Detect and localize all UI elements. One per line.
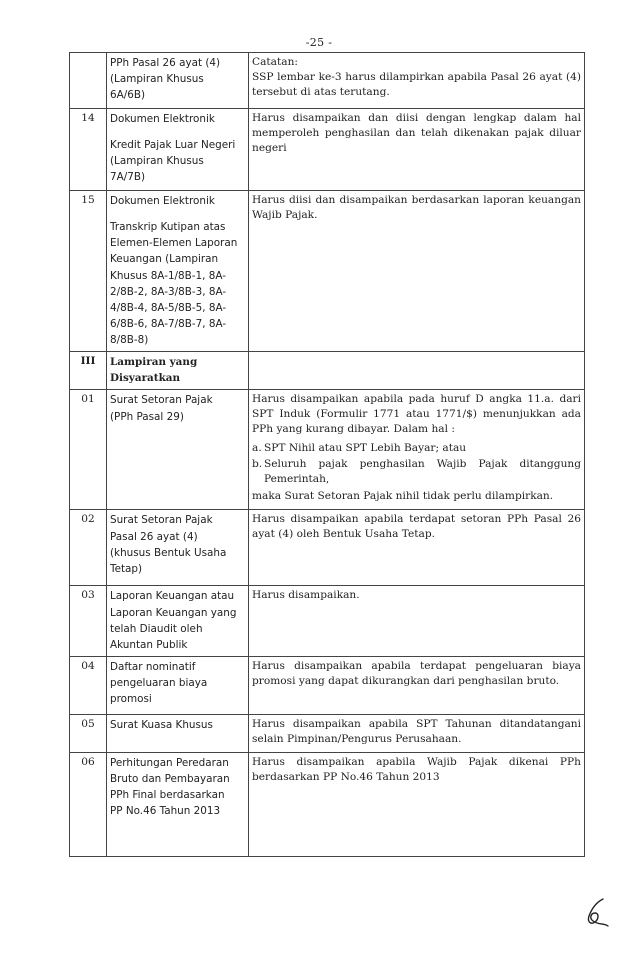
condition-list [252, 441, 581, 486]
attachment-name: Surat Setoran Pajak (PPh Pasal 29) [107, 390, 249, 510]
section-header-row [70, 352, 585, 390]
attachment-requirement: Harus diisi dan disampaikan berdasarkan laporan keuangan Wajib Pajak. [249, 191, 585, 352]
section-title: Lampiran yang Disyaratkan [107, 352, 249, 390]
attachment-requirement: Harus disampaikan apabila pada huruf D angka 11.a. dari SPT Induk (Formulir 1771 atau 1771/$) menunjukkan ada PPh yang kurang dibayar. Dalam hal : a. SPT Nihil atau SPT Lebih Bayar; atau b. Seluruh pajak penghasilan Wajib Pajak ditanggung Pemerintah, maka Surat Setoran Pajak nihil tidak perlu dilampirkan. [249, 390, 585, 510]
paraf-signature [583, 896, 611, 928]
table-row [70, 656, 585, 714]
attachment-requirement: Harus disampaikan apabila Wajib Pajak dikenai PPh berdasarkan PP No.46 Tahun 2013 [249, 752, 585, 856]
attachment-name: Surat Setoran Pajak Pasal 26 ayat (4) (khusus Bentuk Usaha Tetap) [107, 510, 249, 586]
attachment-requirement: Harus disampaikan apabila SPT Tahunan ditandatangani selain Pimpinan/Pengurus Perusahaan. [249, 714, 585, 752]
table-row [70, 390, 585, 510]
page-number: -25 - [305, 36, 333, 49]
section-empty-cell [249, 352, 585, 390]
row-number: 01 [70, 390, 107, 510]
attachment-requirements-table [69, 52, 585, 857]
attachment-name: Dokumen Elektronik Kredit Pajak Luar Negeri (Lampiran Khusus 7A/7B) [107, 109, 249, 191]
row-number [70, 53, 107, 109]
attachment-name: Laporan Keuangan atau Laporan Keuangan yang telah Diaudit oleh Akuntan Publik [107, 586, 249, 657]
list-item: a. SPT Nihil atau SPT Lebih Bayar; atau [252, 442, 467, 455]
row-number: 06 [70, 752, 107, 856]
table-row [70, 752, 585, 856]
table-row [70, 586, 585, 657]
attachment-name: Surat Kuasa Khusus [107, 714, 249, 752]
attachment-requirement: Harus disampaikan apabila terdapat pengeluaran biaya promosi yang dapat dikurangkan dari penghasilan bruto. [249, 656, 585, 714]
row-number: 15 [70, 191, 107, 352]
attachment-requirement: Harus disampaikan apabila terdapat setoran PPh Pasal 26 ayat (4) oleh Bentuk Usaha Tetap. [249, 510, 585, 586]
table-row [70, 510, 585, 586]
table-row [70, 714, 585, 752]
attachment-name: PPh Pasal 26 ayat (4) (Lampiran Khusus 6A/6B) [107, 53, 249, 109]
section-number: III [70, 352, 107, 390]
row-number: 05 [70, 714, 107, 752]
attachment-note: Catatan: SSP lembar ke-3 harus dilampirkan apabila Pasal 26 ayat (4) tersebut di atas terutang. [249, 53, 585, 109]
list-item: b. Seluruh pajak penghasilan Wajib Pajak ditanggung Pemerintah, [252, 457, 581, 485]
row-number: 04 [70, 656, 107, 714]
attachment-name: Daftar nominatif pengeluaran biaya promosi [107, 656, 249, 714]
attachment-name: Perhitungan Peredaran Bruto dan Pembayaran PPh Final berdasarkan PP No.46 Tahun 2013 [107, 752, 249, 856]
table-row [70, 53, 585, 109]
attachment-requirement: Harus disampaikan. [249, 586, 585, 657]
attachment-name: Dokumen Elektronik Transkrip Kutipan atas Elemen-Elemen Laporan Keuangan (Lampiran Khusus 8A-1/8B-1, 8A-2/8B-2, 8A-3/8B-3, 8A-4/8B-4, 8A-5/8B-5, 8A-6/8B-6, 8A-7/8B-7, 8A-8/8B-8) [107, 191, 249, 352]
row-number: 03 [70, 586, 107, 657]
table-row [70, 109, 585, 191]
row-number: 02 [70, 510, 107, 586]
table-row [70, 191, 585, 352]
row-number: 14 [70, 109, 107, 191]
attachment-requirement: Harus disampaikan dan diisi dengan lengkap dalam hal memperoleh penghasilan dan telah dikenakan pajak diluar negeri [249, 109, 585, 191]
